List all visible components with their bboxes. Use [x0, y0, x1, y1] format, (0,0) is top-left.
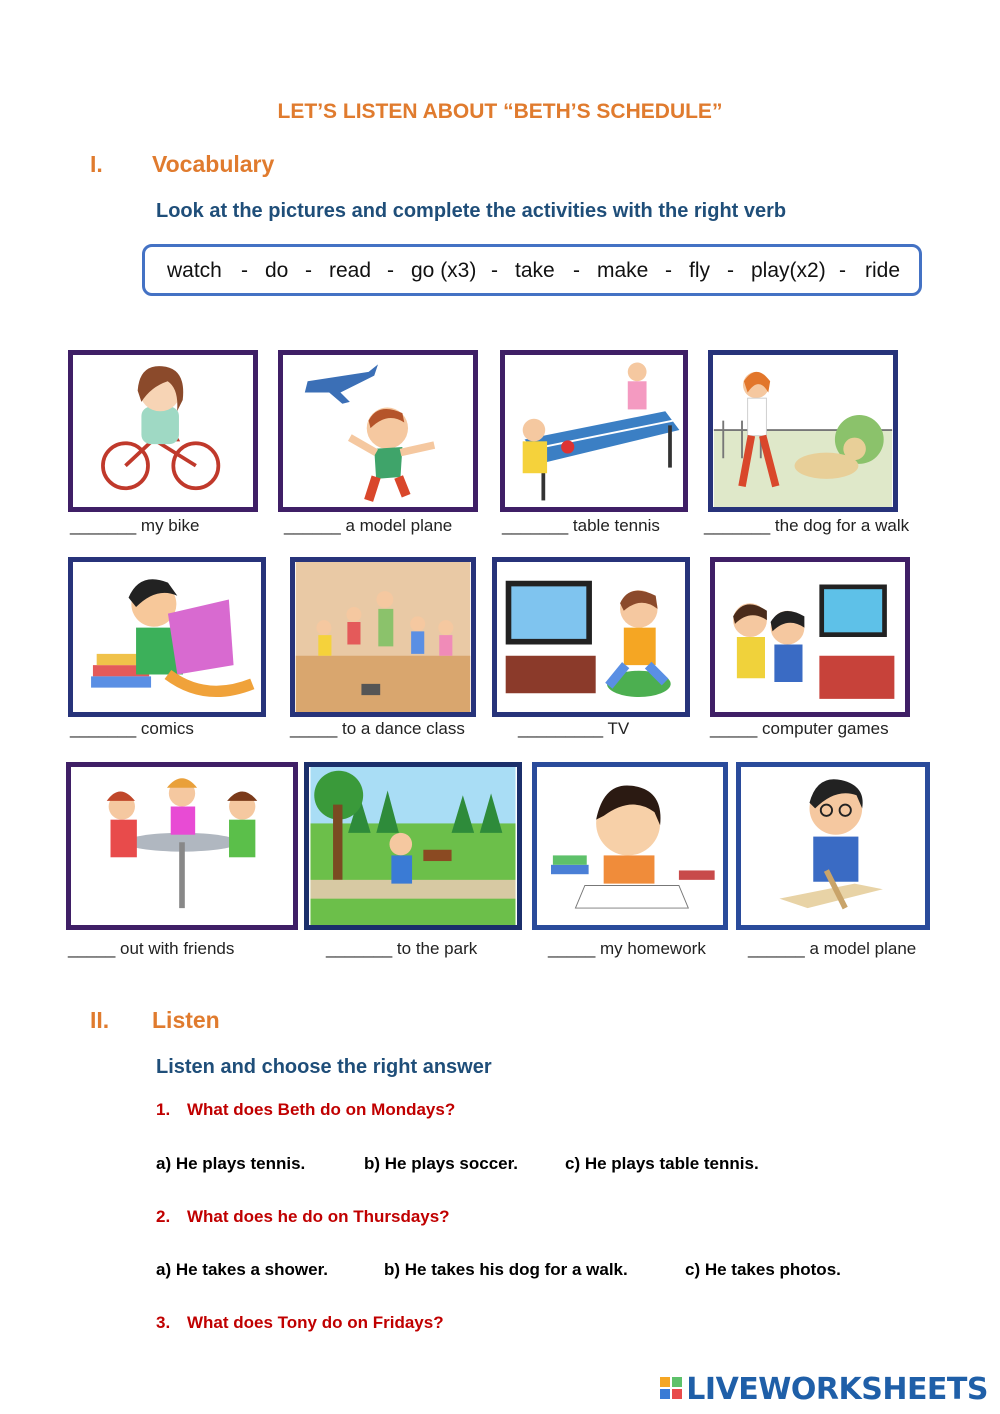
boy-reading-comics-icon	[73, 562, 261, 712]
caption-11	[548, 939, 706, 959]
answer-blank[interactable]: _______	[502, 516, 569, 535]
word-bank-item: make	[597, 259, 649, 282]
word-bank-separator: -	[573, 259, 580, 282]
section-1-instruction: Look at the pictures and complete the activities with the right verb	[156, 200, 787, 222]
answer-blank[interactable]: ______	[748, 939, 805, 958]
liveworksheets-logo-icon	[660, 1377, 684, 1401]
word-bank-item: ride	[865, 259, 901, 282]
word-bank	[142, 244, 922, 296]
girl-doing-homework-icon	[537, 767, 723, 925]
picture-ride-bike	[68, 350, 258, 512]
question-1-number: 1.	[156, 1100, 171, 1119]
answer-blank[interactable]: _____	[68, 939, 116, 958]
answer-blank[interactable]: _______	[70, 719, 137, 738]
picture-out-with-friends	[66, 762, 298, 930]
word-bank-separator: -	[727, 259, 734, 282]
boy-making-model-plane-icon	[741, 767, 925, 925]
picture-do-homework	[532, 762, 728, 930]
caption-6	[290, 719, 465, 739]
question-2-option-c[interactable]: c) He takes photos.	[685, 1260, 841, 1279]
answer-blank[interactable]: _______	[70, 516, 137, 535]
answer-blank[interactable]: _______	[326, 939, 393, 958]
caption-7	[518, 719, 629, 739]
caption-text: out with friends	[120, 939, 235, 958]
watching-tv-icon	[497, 562, 685, 712]
word-bank-separator: -	[839, 259, 846, 282]
girl-riding-bike-icon	[73, 355, 253, 507]
word-bank-item: fly	[689, 259, 710, 282]
word-bank-item: play(x2)	[751, 259, 826, 282]
caption-text: my bike	[140, 516, 200, 535]
caption-text: a model plane	[809, 939, 917, 958]
word-bank-item: do	[265, 259, 289, 282]
picture-go-to-park	[304, 762, 522, 930]
word-bank-separator: -	[241, 259, 248, 282]
word-bank-item: read	[329, 259, 372, 282]
question-2-number: 2.	[156, 1207, 171, 1226]
question-1-option-b[interactable]: b) He plays soccer.	[364, 1154, 519, 1173]
answer-blank[interactable]: ______	[284, 516, 341, 535]
caption-text: to the park	[396, 939, 478, 958]
caption-text: a model plane	[345, 516, 453, 535]
friends-at-table-icon	[71, 767, 293, 925]
question-3-number: 3.	[156, 1313, 171, 1332]
caption-text: to a dance class	[342, 719, 465, 738]
section-1-number: I.	[90, 151, 103, 177]
word-bank-item: take	[515, 259, 555, 282]
table-tennis-icon	[505, 355, 683, 507]
question-2-option-a[interactable]: a) He takes a shower.	[156, 1260, 328, 1279]
caption-5	[70, 719, 194, 739]
boy-flying-plane-icon	[283, 355, 473, 507]
word-bank-separator: -	[305, 259, 312, 282]
question-3-text: What does Tony do on Fridays?	[187, 1313, 444, 1332]
worksheet-title: LET’S LISTEN ABOUT “BETH’S SCHEDULE”	[277, 100, 723, 123]
picture-dance-class	[290, 557, 476, 717]
caption-text: table tennis	[572, 516, 660, 535]
section-1-title: Vocabulary	[152, 151, 275, 177]
section-2-title: Listen	[152, 1007, 220, 1033]
word-bank-separator: -	[491, 259, 498, 282]
picture-table-tennis	[500, 350, 688, 512]
liveworksheets-logo	[660, 1372, 988, 1407]
word-bank-item: watch	[167, 259, 222, 282]
caption-3	[502, 516, 660, 536]
word-bank-separator: -	[387, 259, 394, 282]
caption-4	[704, 516, 909, 536]
caption-9	[68, 939, 234, 959]
dance-class-icon	[295, 562, 471, 712]
word-bank-item: go (x3)	[411, 259, 477, 282]
caption-text: TV	[607, 719, 630, 738]
picture-computer-games	[710, 557, 910, 717]
caption-1	[70, 516, 200, 536]
answer-blank[interactable]: _____	[290, 719, 338, 738]
question-2-text: What does he do on Thursdays?	[187, 1207, 450, 1226]
word-bank-separator: -	[665, 259, 672, 282]
section-2-instruction: Listen and choose the right answer	[156, 1056, 492, 1078]
question-1-text: What does Beth do on Mondays?	[187, 1100, 456, 1119]
question-1-option-c[interactable]: c) He plays table tennis.	[565, 1154, 759, 1173]
answer-blank[interactable]: _____	[548, 939, 596, 958]
brand-name: LIVEWORKSHEETS	[686, 1372, 988, 1407]
caption-8	[710, 719, 889, 739]
question-2-option-b[interactable]: b) He takes his dog for a walk.	[384, 1260, 628, 1279]
boy-in-park-icon	[309, 767, 517, 925]
caption-2	[284, 516, 452, 536]
question-1-option-a[interactable]: a) He plays tennis.	[156, 1154, 306, 1173]
walking-dog-icon	[713, 355, 893, 507]
computer-games-icon	[715, 562, 905, 712]
picture-walk-dog	[708, 350, 898, 512]
caption-text: computer games	[762, 719, 889, 738]
caption-text: comics	[140, 719, 194, 738]
answer-blank[interactable]: _________	[518, 719, 604, 738]
answer-blank[interactable]: _____	[710, 719, 758, 738]
caption-text: my homework	[600, 939, 706, 958]
caption-text: the dog for a walk	[774, 516, 910, 535]
caption-10	[326, 939, 477, 959]
picture-read-comics	[68, 557, 266, 717]
caption-12	[748, 939, 916, 959]
picture-make-model-plane	[736, 762, 930, 930]
picture-fly-plane	[278, 350, 478, 512]
section-2-number: II.	[90, 1007, 110, 1033]
picture-watch-tv	[492, 557, 690, 717]
answer-blank[interactable]: _______	[704, 516, 771, 535]
